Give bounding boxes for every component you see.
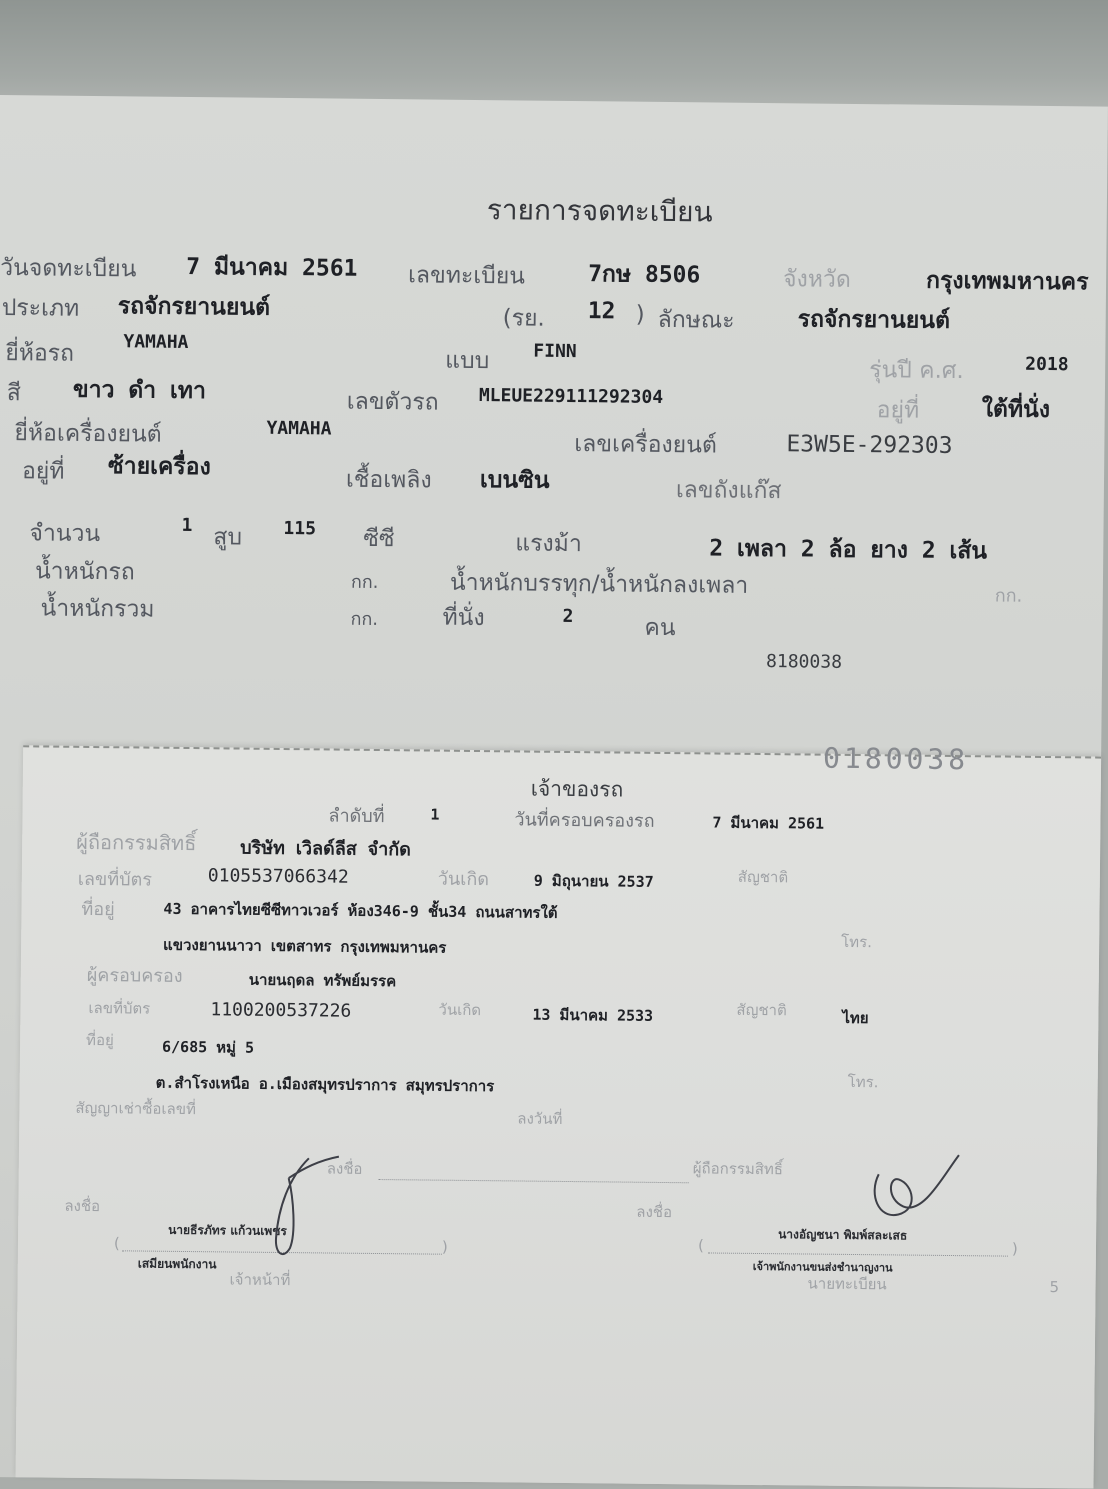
holder-birth-value: 9 มิถุนายน 2537 bbox=[533, 871, 654, 891]
holder-address-line1: 43 อาคารไทยซีซีทาวเวอร์ ห้อง346-9 ชั้น34 ถนนสาทรใต้ bbox=[163, 899, 558, 922]
body-value: รถจักรยานยนต์ bbox=[797, 306, 951, 334]
color-label: สี bbox=[6, 380, 22, 407]
registrar-signature bbox=[848, 1134, 979, 1245]
body-label: ลักษณะ bbox=[657, 306, 735, 334]
holder-phone-label: โทร. bbox=[841, 932, 873, 952]
vin-location-value: ใต้ที่นั่ง bbox=[981, 396, 1051, 424]
holder-id-value: 0105537066342 bbox=[207, 865, 349, 888]
document-number: 8180038 bbox=[765, 651, 843, 673]
ry-prefix: (รย. bbox=[502, 305, 545, 332]
reg-date-value: 7 มีนาคม 2561 bbox=[186, 253, 358, 282]
load-weight-label: น้ำหนักบรรทุก/น้ำหนักลงเพลา bbox=[449, 569, 749, 599]
vehicle-weight-label: น้ำหนักรถ bbox=[34, 558, 135, 586]
page-mark: 5 bbox=[1049, 1278, 1060, 1297]
perforation-number: 0180038 bbox=[822, 741, 970, 777]
officer-role: เจ้าหน้าที่ bbox=[229, 1270, 291, 1290]
holder-birth-label: วันเกิด bbox=[437, 868, 490, 891]
officer-paren-open: ( bbox=[113, 1234, 120, 1253]
registrar-paren-close: ) bbox=[1011, 1239, 1018, 1258]
province-value: กรุงเทพมหานคร bbox=[925, 267, 1089, 296]
vehicle-weight-unit: กก. bbox=[350, 571, 379, 593]
officer-sign-label: ลงชื่อ bbox=[64, 1196, 101, 1216]
year-value: 2018 bbox=[1025, 353, 1069, 376]
fuel-value: เบนซิน bbox=[479, 467, 550, 494]
holder-address-label: ที่อยู่ bbox=[81, 898, 115, 921]
seats-label: ที่นั่ง bbox=[442, 604, 485, 632]
possessor-birth-label: วันเกิด bbox=[438, 1000, 482, 1020]
holder-nationality-label: สัญชาติ bbox=[737, 867, 789, 887]
engine-location-label: อยู่ที่ bbox=[21, 458, 65, 485]
engine-brand-value: YAMAHA bbox=[266, 417, 332, 440]
color-value: ขาว ดำ เทา bbox=[72, 376, 207, 405]
total-weight-label: น้ำหนักรวม bbox=[40, 595, 155, 623]
vin-value: MLEUE229111292304 bbox=[478, 385, 664, 408]
plate-label: เลขทะเบียน bbox=[407, 262, 526, 290]
possessor-label: ผู้ครอบครอง bbox=[86, 964, 183, 987]
sequence-label: ลำดับที่ bbox=[328, 805, 385, 828]
engine-location-value: ซ้ายเครื่อง bbox=[107, 453, 211, 481]
registrar-sign-label: ลงชื่อ bbox=[636, 1202, 673, 1222]
engine-number-value: E3W5E-292303 bbox=[786, 431, 953, 459]
ry-value: 12 bbox=[587, 298, 616, 325]
possessor-address-label: ที่อยู่ bbox=[86, 1030, 114, 1050]
officer-paren-close: ) bbox=[441, 1237, 448, 1256]
province-label: จังหวัด bbox=[782, 266, 851, 293]
axles-value: 2 เพลา 2 ล้อ ยาง 2 เส้น bbox=[709, 535, 988, 565]
brand-value: YAMAHA bbox=[123, 331, 189, 353]
cc-value: 115 bbox=[283, 517, 317, 540]
registrar-paren-open: ( bbox=[697, 1236, 704, 1255]
possessor-address-line1: 6/685 หมู่ 5 bbox=[161, 1037, 255, 1057]
cc-unit: ซีซี bbox=[363, 525, 395, 553]
registration-document bbox=[0, 95, 1108, 1489]
year-label: รุ่นปี ค.ศ. bbox=[869, 357, 964, 385]
possessor-id-value: 1100200537226 bbox=[210, 999, 352, 1022]
registrar-position: เจ้าพนักงานขนส่งชำนาญงาน bbox=[752, 1259, 893, 1275]
officer-position: เสมียนพนักงาน bbox=[137, 1256, 217, 1272]
total-weight-unit: กก. bbox=[350, 608, 379, 630]
holder-sign-line bbox=[379, 1179, 689, 1183]
reg-date-label: วันจดทะเบียน bbox=[0, 255, 137, 283]
horsepower-label: แรงม้า bbox=[515, 530, 582, 558]
type-value: รถจักรยานยนต์ bbox=[117, 293, 271, 321]
gas-tank-label: เลขถังแก๊ส bbox=[675, 477, 782, 505]
registrar-name: นางอัญชนา พิมพ์สละเสธ bbox=[778, 1227, 908, 1243]
possession-date-value: 7 มีนาคม 2561 bbox=[712, 813, 825, 833]
seats-unit: คน bbox=[644, 614, 676, 642]
holder-sign-label: ลงชื่อ bbox=[326, 1159, 363, 1178]
engine-number-label: เลขเครื่องยนต์ bbox=[574, 431, 717, 459]
holder-value: บริษัท เวิลด์ลีส จำกัด bbox=[240, 837, 411, 861]
cylinders-unit: สูบ bbox=[213, 524, 243, 551]
vin-label: เลขตัวรถ bbox=[346, 388, 439, 416]
model-label: แบบ bbox=[445, 347, 490, 375]
holder-signature-label: ผู้ถือกรรมสิทธิ์ bbox=[692, 1159, 784, 1179]
type-label: ประเภท bbox=[1, 295, 80, 322]
contract-label: สัญญาเช่าซื้อเลขที่ bbox=[75, 1098, 197, 1119]
possessor-id-label: เลขที่บัตร bbox=[88, 998, 151, 1018]
holder-id-label: เลขที่บัตร bbox=[77, 868, 153, 891]
ry-suffix: ) bbox=[635, 301, 645, 328]
plate-value: 7กษ 8506 bbox=[588, 261, 701, 289]
model-value: FINN bbox=[533, 340, 577, 363]
owner-section bbox=[16, 741, 1102, 1488]
count-label: จำนวน bbox=[29, 520, 101, 548]
possessor-nationality-value: ไทย bbox=[842, 1008, 869, 1028]
fuel-label: เชื้อเพลิง bbox=[345, 466, 432, 494]
holder-label: ผู้ถือกรรมสิทธิ์ bbox=[76, 829, 197, 856]
load-weight-unit: กก. bbox=[994, 585, 1023, 607]
document-title: รายการจดทะเบียน bbox=[486, 193, 713, 229]
possessor-birth-value: 13 มีนาคม 2533 bbox=[532, 1005, 654, 1025]
owner-section-title: เจ้าของรถ bbox=[530, 776, 624, 802]
possessor-address-line2: ต.สำโรงเหนือ อ.เมืองสมุทรปราการ สมุทรปราการ bbox=[155, 1073, 495, 1096]
brand-label: ยี่ห้อรถ bbox=[5, 340, 75, 367]
possessor-name: นายนฤดล ทรัพย์มรรค bbox=[248, 970, 397, 991]
officer-signature bbox=[248, 1148, 369, 1269]
sequence-value: 1 bbox=[430, 805, 440, 824]
vin-location-label: อยู่ที่ bbox=[876, 397, 920, 424]
engine-brand-label: ยี่ห้อเครื่องยนต์ bbox=[14, 420, 162, 448]
possession-date-label: วันที่ครอบครองรถ bbox=[514, 809, 655, 832]
possessor-phone-label: โทร. bbox=[847, 1072, 879, 1092]
contract-date-label: ลงวันที่ bbox=[517, 1109, 563, 1128]
seats-value: 2 bbox=[562, 605, 574, 628]
holder-address-line2: แขวงยานนาวา เขตสาทร กรุงเทพมหานคร bbox=[163, 935, 447, 957]
registrar-role: นายทะเบียน bbox=[807, 1274, 887, 1294]
officer-name: นายธีรภัทร แก้วนเพชร bbox=[168, 1222, 287, 1239]
cylinders-value: 1 bbox=[181, 514, 193, 537]
possessor-nationality-label: สัญชาติ bbox=[736, 1000, 787, 1020]
